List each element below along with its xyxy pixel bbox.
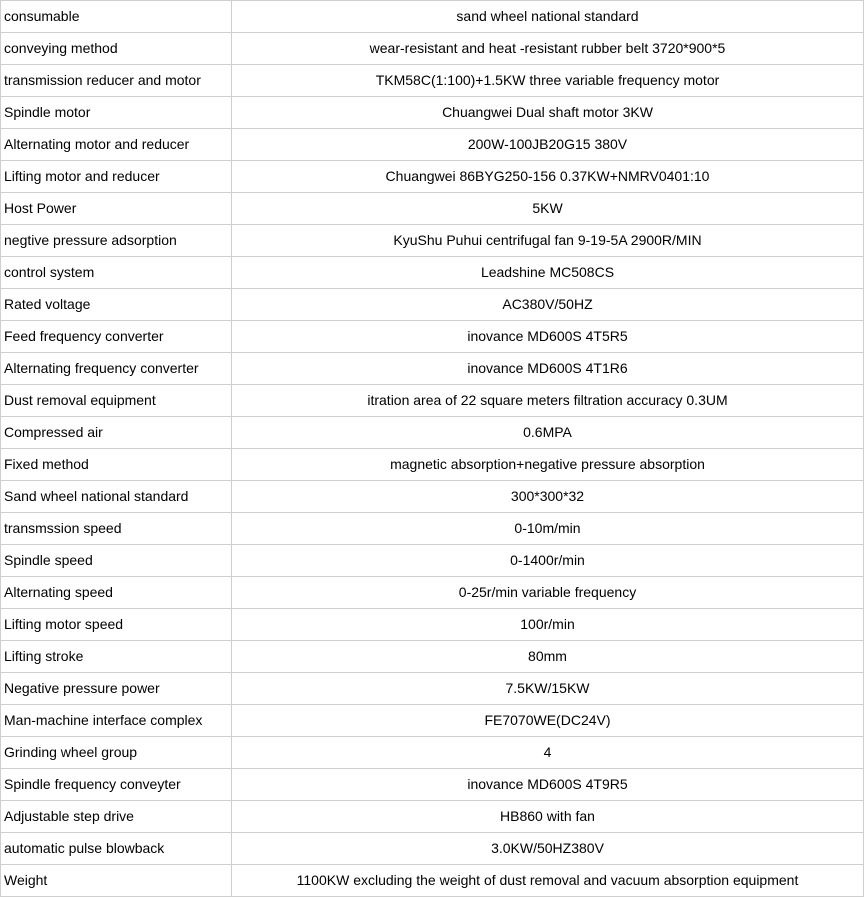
spec-value: 200W-100JB20G15 380V — [232, 129, 864, 161]
spec-label: Weight — [1, 865, 232, 897]
table-row — [1, 641, 864, 673]
spec-label: Lifting motor speed — [1, 609, 232, 641]
spec-label: Spindle speed — [1, 545, 232, 577]
table-row — [1, 513, 864, 545]
table-row — [1, 65, 864, 97]
spec-value: FE7070WE(DC24V) — [232, 705, 864, 737]
table-row — [1, 257, 864, 289]
spec-label: Man-machine interface complex — [1, 705, 232, 737]
table-row — [1, 33, 864, 65]
spec-value: Chuangwei 86BYG250-156 0.37KW+NMRV0401:10 — [232, 161, 864, 193]
spec-value: itration area of 22 square meters filtration accuracy 0.3UM — [232, 385, 864, 417]
table-row — [1, 833, 864, 865]
table-row — [1, 481, 864, 513]
table-row — [1, 801, 864, 833]
spec-label: Lifting motor and reducer — [1, 161, 232, 193]
spec-value: AC380V/50HZ — [232, 289, 864, 321]
table-row — [1, 161, 864, 193]
spec-label: negtive pressure adsorption — [1, 225, 232, 257]
table-row — [1, 609, 864, 641]
spec-label: Fixed method — [1, 449, 232, 481]
spec-value: wear-resistant and heat -resistant rubber belt 3720*900*5 — [232, 33, 864, 65]
spec-value: HB860 with fan — [232, 801, 864, 833]
table-row — [1, 769, 864, 801]
spec-label: Lifting stroke — [1, 641, 232, 673]
spec-label: Compressed air — [1, 417, 232, 449]
table-row — [1, 737, 864, 769]
spec-value: Chuangwei Dual shaft motor 3KW — [232, 97, 864, 129]
spec-label: Negative pressure power — [1, 673, 232, 705]
spec-label: Grinding wheel group — [1, 737, 232, 769]
table-row — [1, 289, 864, 321]
table-row — [1, 865, 864, 897]
spec-value: 0-1400r/min — [232, 545, 864, 577]
table-row — [1, 353, 864, 385]
spec-value: inovance MD600S 4T1R6 — [232, 353, 864, 385]
spec-value: 3.0KW/50HZ380V — [232, 833, 864, 865]
spec-value: 0-25r/min variable frequency — [232, 577, 864, 609]
spec-value: KyuShu Puhui centrifugal fan 9-19-5A 2900R/MIN — [232, 225, 864, 257]
spec-value: 0-10m/min — [232, 513, 864, 545]
table-row — [1, 705, 864, 737]
spec-label: Feed frequency converter — [1, 321, 232, 353]
spec-label: Dust removal equipment — [1, 385, 232, 417]
spec-label: consumable — [1, 1, 232, 33]
table-row — [1, 673, 864, 705]
spec-value: 0.6MPA — [232, 417, 864, 449]
specification-table-body — [1, 1, 864, 897]
spec-value: 100r/min — [232, 609, 864, 641]
spec-label: conveying method — [1, 33, 232, 65]
spec-label: Spindle motor — [1, 97, 232, 129]
spec-value: 80mm — [232, 641, 864, 673]
table-row — [1, 129, 864, 161]
table-row — [1, 193, 864, 225]
spec-label: Sand wheel national standard — [1, 481, 232, 513]
spec-value: TKM58C(1:100)+1.5KW three variable frequency motor — [232, 65, 864, 97]
spec-label: Alternating motor and reducer — [1, 129, 232, 161]
spec-label: transmission reducer and motor — [1, 65, 232, 97]
spec-value: 5KW — [232, 193, 864, 225]
spec-value: inovance MD600S 4T5R5 — [232, 321, 864, 353]
spec-label: automatic pulse blowback — [1, 833, 232, 865]
spec-value: 4 — [232, 737, 864, 769]
table-row — [1, 97, 864, 129]
spec-label: transmssion speed — [1, 513, 232, 545]
spec-label: Host Power — [1, 193, 232, 225]
table-row — [1, 577, 864, 609]
spec-label: control system — [1, 257, 232, 289]
spec-label: Adjustable step drive — [1, 801, 232, 833]
table-row — [1, 545, 864, 577]
spec-value: magnetic absorption+negative pressure absorption — [232, 449, 864, 481]
table-row — [1, 449, 864, 481]
spec-value: sand wheel national standard — [232, 1, 864, 33]
spec-label: Alternating frequency converter — [1, 353, 232, 385]
spec-value: Leadshine MC508CS — [232, 257, 864, 289]
spec-value: 1100KW excluding the weight of dust removal and vacuum absorption equipment — [232, 865, 864, 897]
table-row — [1, 321, 864, 353]
table-row — [1, 417, 864, 449]
spec-label: Alternating speed — [1, 577, 232, 609]
spec-value: 7.5KW/15KW — [232, 673, 864, 705]
table-row — [1, 1, 864, 33]
table-row — [1, 385, 864, 417]
table-row — [1, 225, 864, 257]
spec-label: Spindle frequency conveyter — [1, 769, 232, 801]
spec-label: Rated voltage — [1, 289, 232, 321]
spec-value: 300*300*32 — [232, 481, 864, 513]
spec-value: inovance MD600S 4T9R5 — [232, 769, 864, 801]
